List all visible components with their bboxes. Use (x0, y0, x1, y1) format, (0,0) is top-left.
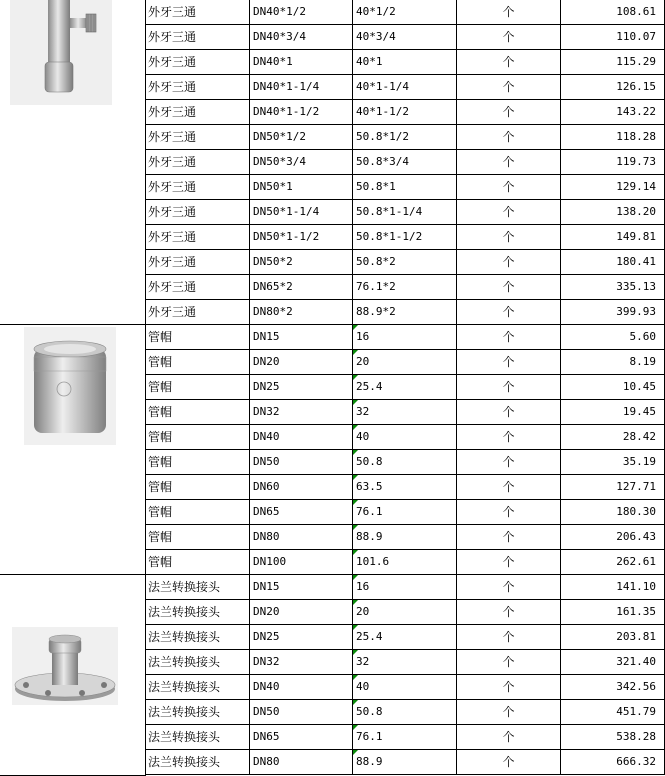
cell-size[interactable]: 40*3/4 (353, 25, 457, 50)
cell-size[interactable]: 76.1*2 (353, 275, 457, 300)
cell-name[interactable]: 法兰转换接头 (146, 575, 250, 600)
cell-name[interactable]: 外牙三通 (146, 300, 250, 325)
cell-size[interactable]: 40*1 (353, 50, 457, 75)
cell-price[interactable]: 342.56 (561, 675, 665, 700)
cell-spec[interactable]: DN65 (250, 500, 353, 525)
cell-unit[interactable]: 个 (457, 525, 561, 550)
cell-unit[interactable]: 个 (457, 300, 561, 325)
cell-unit[interactable]: 个 (457, 575, 561, 600)
cell-price[interactable]: 5.60 (561, 325, 665, 350)
cell-name[interactable]: 法兰转换接头 (146, 650, 250, 675)
cell-name[interactable]: 管帽 (146, 425, 250, 450)
cell-spec[interactable]: DN50*2 (250, 250, 353, 275)
cell-unit[interactable]: 个 (457, 725, 561, 750)
cell-name[interactable]: 管帽 (146, 375, 250, 400)
cell-size[interactable]: 40 (353, 675, 457, 700)
cell-spec[interactable]: DN50*1-1/4 (250, 200, 353, 225)
cell-spec[interactable]: DN20 (250, 350, 353, 375)
cell-spec[interactable]: DN50 (250, 700, 353, 725)
cell-size[interactable]: 50.8*2 (353, 250, 457, 275)
cell-size[interactable]: 16 (353, 325, 457, 350)
cell-size[interactable]: 88.9*2 (353, 300, 457, 325)
cell-size[interactable]: 50.8*1-1/4 (353, 200, 457, 225)
cell-unit[interactable]: 个 (457, 250, 561, 275)
cell-name[interactable]: 外牙三通 (146, 275, 250, 300)
cell-price[interactable]: 118.28 (561, 125, 665, 150)
cell-spec[interactable]: DN60 (250, 475, 353, 500)
cell-name[interactable]: 外牙三通 (146, 0, 250, 25)
cell-size[interactable]: 50.8*1-1/2 (353, 225, 457, 250)
cell-spec[interactable]: DN40*3/4 (250, 25, 353, 50)
cell-size[interactable]: 32 (353, 650, 457, 675)
cell-name[interactable]: 管帽 (146, 350, 250, 375)
cell-unit[interactable]: 个 (457, 225, 561, 250)
cell-name[interactable]: 法兰转换接头 (146, 675, 250, 700)
cell-price[interactable]: 8.19 (561, 350, 665, 375)
flange-image-cell (0, 575, 146, 776)
cell-unit[interactable]: 个 (457, 175, 561, 200)
cap-image-cell (0, 325, 146, 575)
cell-size[interactable]: 25.4 (353, 625, 457, 650)
cell-size[interactable]: 101.6 (353, 550, 457, 575)
cell-name[interactable]: 外牙三通 (146, 75, 250, 100)
cell-unit[interactable]: 个 (457, 400, 561, 425)
pipe-cap-image (24, 327, 116, 445)
cell-name[interactable]: 法兰转换接头 (146, 600, 250, 625)
cell-size[interactable]: 40*1-1/2 (353, 100, 457, 125)
cell-size[interactable]: 40*1/2 (353, 0, 457, 25)
cell-unit[interactable]: 个 (457, 450, 561, 475)
cell-spec[interactable]: DN40*1-1/2 (250, 100, 353, 125)
cell-spec[interactable]: DN40*1/2 (250, 0, 353, 25)
cell-spec[interactable]: DN65*2 (250, 275, 353, 300)
cell-name[interactable]: 管帽 (146, 450, 250, 475)
cell-unit[interactable]: 个 (457, 475, 561, 500)
cell-spec[interactable]: DN25 (250, 625, 353, 650)
cell-price[interactable]: 119.73 (561, 150, 665, 175)
cell-price[interactable]: 666.32 (561, 750, 665, 775)
cell-price[interactable]: 28.42 (561, 425, 665, 450)
cell-unit[interactable]: 个 (457, 750, 561, 775)
cell-spec[interactable]: DN40 (250, 675, 353, 700)
cell-unit[interactable]: 个 (457, 600, 561, 625)
cell-size[interactable]: 25.4 (353, 375, 457, 400)
cell-size[interactable]: 76.1 (353, 725, 457, 750)
cell-price[interactable]: 538.28 (561, 725, 665, 750)
cell-spec[interactable]: DN100 (250, 550, 353, 575)
cell-spec[interactable]: DN32 (250, 650, 353, 675)
flange-adapter-image (12, 627, 118, 705)
cell-unit[interactable]: 个 (457, 625, 561, 650)
cell-name[interactable]: 外牙三通 (146, 125, 250, 150)
cell-unit[interactable]: 个 (457, 75, 561, 100)
cell-price[interactable]: 180.30 (561, 500, 665, 525)
cell-name[interactable]: 法兰转换接头 (146, 700, 250, 725)
cell-price[interactable]: 10.45 (561, 375, 665, 400)
cell-size[interactable]: 16 (353, 575, 457, 600)
cell-price[interactable]: 203.81 (561, 625, 665, 650)
cell-spec[interactable]: DN40*1-1/4 (250, 75, 353, 100)
cell-price[interactable]: 115.29 (561, 50, 665, 75)
cell-spec[interactable]: DN80*2 (250, 300, 353, 325)
cell-unit[interactable]: 个 (457, 550, 561, 575)
cell-spec[interactable]: DN80 (250, 750, 353, 775)
cell-spec[interactable]: DN32 (250, 400, 353, 425)
cell-spec[interactable]: DN50*1 (250, 175, 353, 200)
cell-unit[interactable]: 个 (457, 50, 561, 75)
cell-size[interactable]: 76.1 (353, 500, 457, 525)
cell-unit[interactable]: 个 (457, 675, 561, 700)
cell-price[interactable]: 399.93 (561, 300, 665, 325)
cell-price[interactable]: 110.07 (561, 25, 665, 50)
cell-size[interactable]: 63.5 (353, 475, 457, 500)
cell-name[interactable]: 法兰转换接头 (146, 725, 250, 750)
cell-name[interactable]: 法兰转换接头 (146, 750, 250, 775)
cell-name[interactable]: 外牙三通 (146, 175, 250, 200)
cell-spec[interactable]: DN15 (250, 325, 353, 350)
cell-size[interactable]: 50.8*1 (353, 175, 457, 200)
cell-price[interactable]: 262.61 (561, 550, 665, 575)
cell-price[interactable]: 180.41 (561, 250, 665, 275)
cell-spec[interactable]: DN25 (250, 375, 353, 400)
cell-unit[interactable]: 个 (457, 275, 561, 300)
cell-size[interactable]: 50.8 (353, 450, 457, 475)
cell-size[interactable]: 50.8*3/4 (353, 150, 457, 175)
cell-size[interactable]: 32 (353, 400, 457, 425)
cell-spec[interactable]: DN80 (250, 525, 353, 550)
cell-spec[interactable]: DN20 (250, 600, 353, 625)
cell-name[interactable]: 外牙三通 (146, 150, 250, 175)
cell-price[interactable]: 19.45 (561, 400, 665, 425)
cell-price[interactable]: 35.19 (561, 450, 665, 475)
cell-name[interactable]: 管帽 (146, 325, 250, 350)
cell-unit[interactable]: 个 (457, 425, 561, 450)
cell-spec[interactable]: DN65 (250, 725, 353, 750)
cell-spec[interactable]: DN50*1-1/2 (250, 225, 353, 250)
cell-name[interactable]: 外牙三通 (146, 100, 250, 125)
cell-name[interactable]: 外牙三通 (146, 50, 250, 75)
cell-price[interactable]: 141.10 (561, 575, 665, 600)
cell-size[interactable]: 20 (353, 600, 457, 625)
cell-spec[interactable]: DN50*3/4 (250, 150, 353, 175)
cell-price[interactable]: 206.43 (561, 525, 665, 550)
cell-price[interactable]: 321.40 (561, 650, 665, 675)
cell-unit[interactable]: 个 (457, 150, 561, 175)
male-thread-tee-image (10, 0, 112, 105)
cell-unit[interactable]: 个 (457, 325, 561, 350)
cell-spec[interactable]: DN15 (250, 575, 353, 600)
cell-name[interactable]: 管帽 (146, 500, 250, 525)
cell-size[interactable]: 50.8 (353, 700, 457, 725)
cell-name[interactable]: 外牙三通 (146, 250, 250, 275)
cell-name[interactable]: 外牙三通 (146, 25, 250, 50)
cell-name[interactable]: 管帽 (146, 400, 250, 425)
cell-name[interactable]: 管帽 (146, 475, 250, 500)
cell-size[interactable]: 40*1-1/4 (353, 75, 457, 100)
cell-price[interactable]: 126.15 (561, 75, 665, 100)
cell-size[interactable]: 40 (353, 425, 457, 450)
cell-size[interactable]: 88.9 (353, 750, 457, 775)
cell-unit[interactable]: 个 (457, 25, 561, 50)
cell-unit[interactable]: 个 (457, 125, 561, 150)
cell-price[interactable]: 129.14 (561, 175, 665, 200)
cell-price[interactable]: 335.13 (561, 275, 665, 300)
cell-price[interactable]: 451.79 (561, 700, 665, 725)
cell-price[interactable]: 149.81 (561, 225, 665, 250)
cell-unit[interactable]: 个 (457, 200, 561, 225)
cell-size[interactable]: 88.9 (353, 525, 457, 550)
cell-spec[interactable]: DN50*1/2 (250, 125, 353, 150)
cell-price[interactable]: 143.22 (561, 100, 665, 125)
cell-unit[interactable]: 个 (457, 650, 561, 675)
cell-price[interactable]: 161.35 (561, 600, 665, 625)
cell-unit[interactable]: 个 (457, 350, 561, 375)
cell-size[interactable]: 50.8*1/2 (353, 125, 457, 150)
cell-spec[interactable]: DN40*1 (250, 50, 353, 75)
cell-price[interactable]: 127.71 (561, 475, 665, 500)
cell-name[interactable]: 外牙三通 (146, 200, 250, 225)
cell-price[interactable]: 138.20 (561, 200, 665, 225)
cell-spec[interactable]: DN50 (250, 450, 353, 475)
cell-unit[interactable]: 个 (457, 0, 561, 25)
cell-name[interactable]: 管帽 (146, 550, 250, 575)
cell-unit[interactable]: 个 (457, 700, 561, 725)
cell-size[interactable]: 20 (353, 350, 457, 375)
cell-price[interactable]: 108.61 (561, 0, 665, 25)
cell-unit[interactable]: 个 (457, 500, 561, 525)
cell-name[interactable]: 管帽 (146, 525, 250, 550)
cell-name[interactable]: 外牙三通 (146, 225, 250, 250)
tee-image-cell (0, 0, 146, 325)
cell-unit[interactable]: 个 (457, 375, 561, 400)
cell-name[interactable]: 法兰转换接头 (146, 625, 250, 650)
cell-unit[interactable]: 个 (457, 100, 561, 125)
cell-spec[interactable]: DN40 (250, 425, 353, 450)
